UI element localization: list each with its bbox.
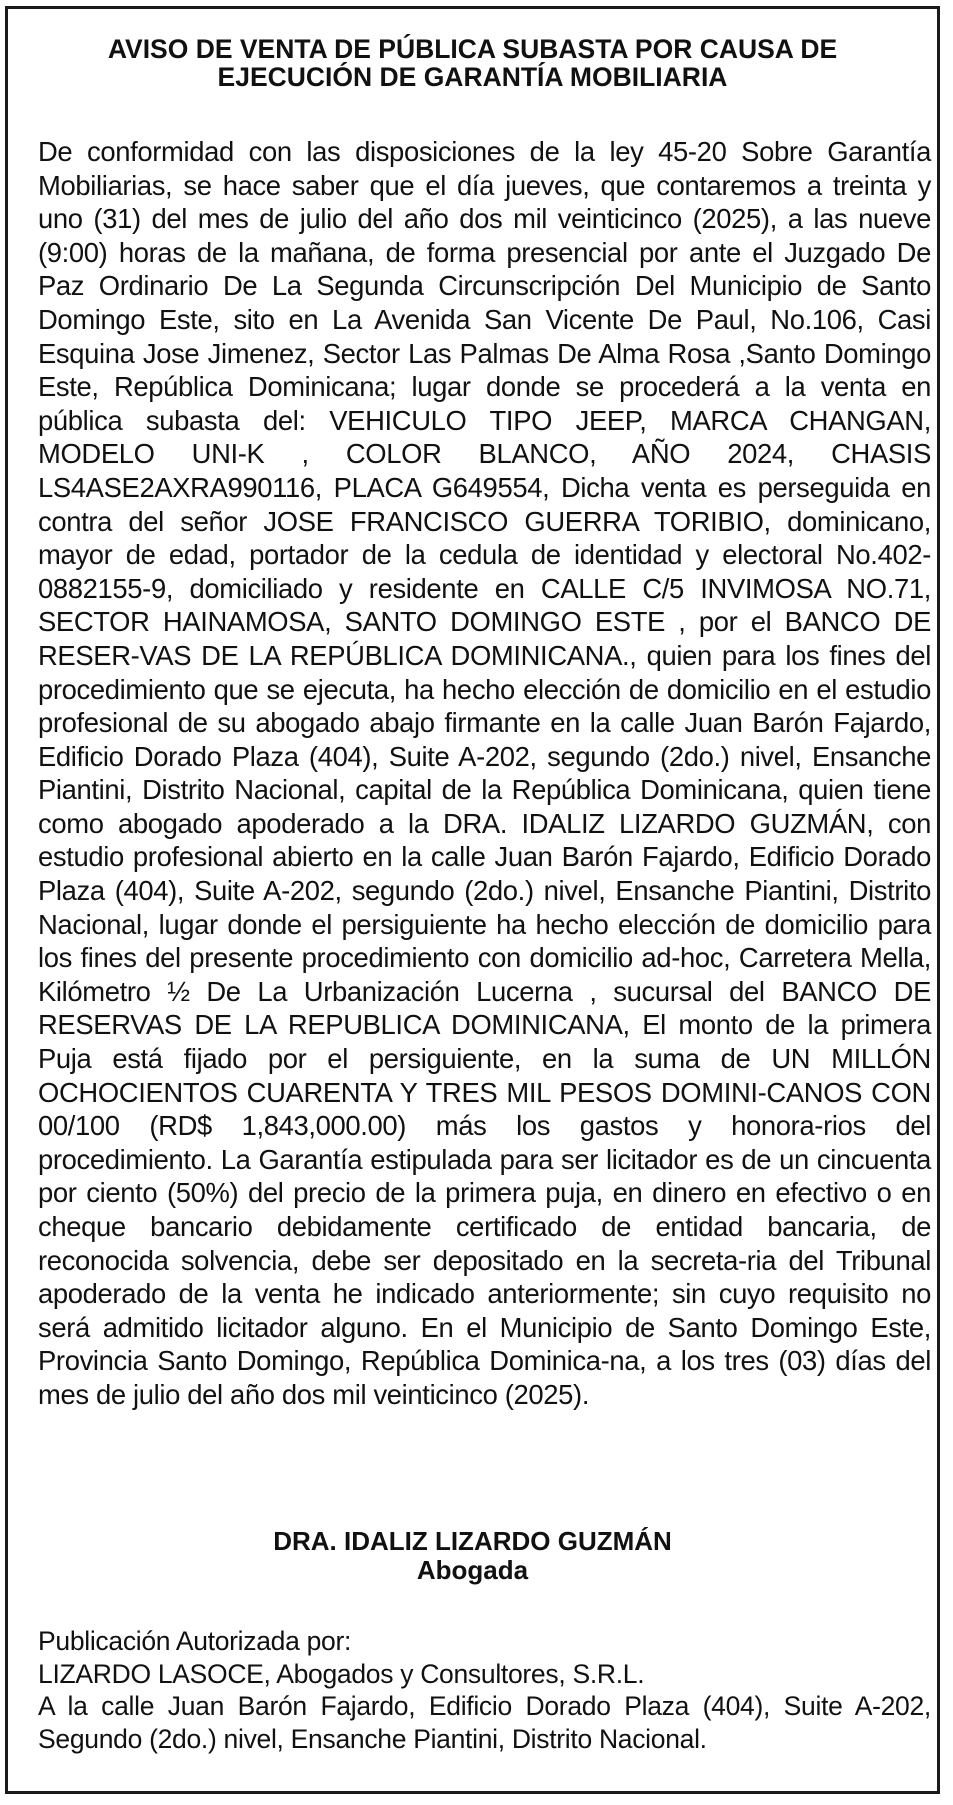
publication-firm: LIZARDO LASOCE, Abogados y Consultores, S.R.L.: [38, 1658, 645, 1689]
notice-title-line-2: EJECUCIÓN DE GARANTÍA MOBILIARIA: [217, 62, 728, 92]
publication-label: Publicación Autorizada por:: [38, 1626, 352, 1656]
publication-address: A la calle Juan Barón Fajardo, Edificio Dorado Plaza (404), Suite A-202, Segundo (2do.) nivel, Ensanche Piantini, Distrito Nacional.: [38, 1691, 931, 1754]
signature-block: [38, 1527, 907, 1585]
signature-role: Abogada: [416, 1555, 529, 1585]
notice-body: De conformidad con las disposiciones de la ley 45-20 Sobre Garantía Mobiliarias, se hace saber que el día jueves, que contaremos a treinta y uno (31) del mes de julio del año dos mil veinticinco (2025), a las nueve (9:00) horas de la mañana, de forma presencial por ante el Juzgado De Paz Ordinario De La Segunda Circunscripción Del Municipio de Santo Domingo Este, sito en La Avenida San Vicente De Paul, No.106, Casi Esquina Jose Jimenez, Sector Las Palmas De Alma Rosa ,Santo Domingo Este, República Dominicana; lugar donde se procederá a la venta en pública subasta del: VEHICULO TIPO JEEP, MARCA CHANGAN, MODELO UNI-K , COLOR BLANCO, AÑO 2024, CHASIS LS4ASE2AXRA990116, PLACA G649554, Dicha venta es perseguida en contra del señor JOSE FRANCISCO GUERRA TORIBIO, dominicano, mayor de edad, portador de la cedula de identidad y electoral No.402-0882155-9, domiciliado y residente en CALLE C/5 INVIMOSA NO.71, SECTOR HAINAMOSA, SANTO DOMINGO ESTE , por el BANCO DE RESER-VAS DE LA REPÚBLICA DOMINICANA., quien para los fines del procedimiento que se ejecuta, ha hecho elección de domicilio en el estudio profesional de su abogado abajo firmante en la calle Juan Barón Fajardo, Edificio Dorado Plaza (404), Suite A-202, segundo (2do.) nivel, Ensanche Piantini, Distrito Nacional, capital de la República Dominicana, quien tiene como abogado apoderado a la DRA. IDALIZ LIZARDO GUZMÁN, con estudio profesional abierto en la calle Juan Barón Fajardo, Edificio Dorado Plaza (404), Suite A-202, segundo (2do.) nivel, Ensanche Piantini, Distrito Nacional, lugar donde el persiguiente ha hecho elección de domicilio para los fines del presente procedimiento con domicilio ad-hoc, Carretera Mella, Kilómetro ½ De La Urbanización Lucerna , sucursal del BANCO DE RESERVAS DE LA REPUBLICA DOMINICANA, El monto de la primera Puja está fijado por el persiguiente, en la suma de UN MILLÓN OCHOCIENTOS CUARENTA Y TRES MIL PESOS DOMINI-CANOS CON 00/100 (RD$ 1,843,000.00) más los gastos y honora-rios del procedimiento. La Garantía estipulada para ser licitador es de un cincuenta por ciento (50%) del precio de la primera puja, en dinero en efectivo o en cheque bancario debidamente certificado de entidad bancaria, de reconocida solvencia, debe ser depositado en la secreta-ria del Tribunal apoderado de la venta he indicado anteriormente; sin cuyo requisito no será admitido licitador alguno. En el Municipio de Santo Domingo Este, Provincia Santo Domingo, República Dominica-na, a los tres (03) días del mes de julio del año dos mil veinticinco (2025).: [38, 136, 931, 1410]
publication-block: [38, 1625, 931, 1755]
notice-title-line-1: AVISO DE VENTA DE PÚBLICA SUBASTA POR CAUSA DE: [107, 34, 838, 64]
notice-title: [48, 35, 897, 91]
signature-name: DRA. IDALIZ LIZARDO GUZMÁN: [273, 1526, 672, 1556]
notice-frame: [5, 6, 940, 1794]
